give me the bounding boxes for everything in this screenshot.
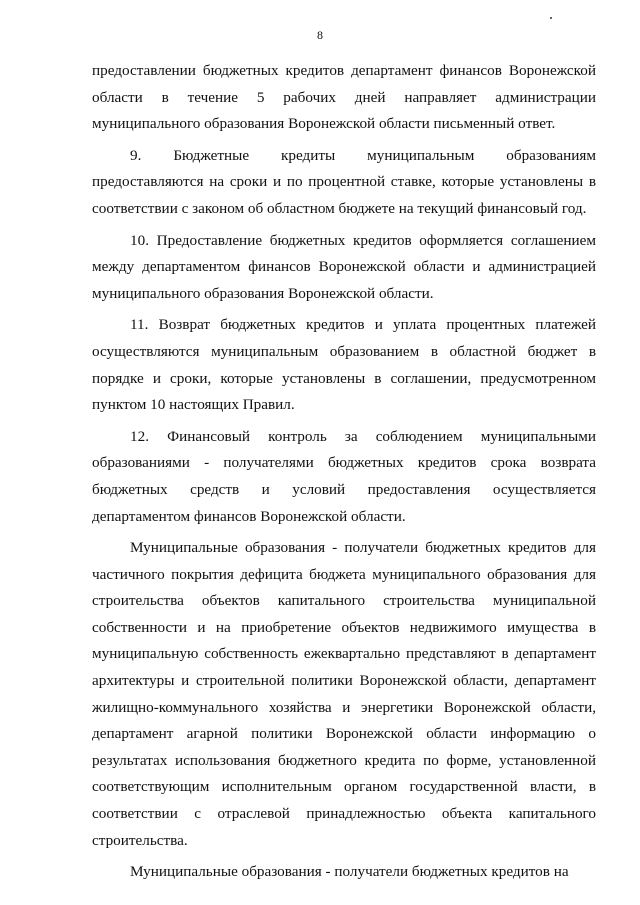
paragraph-item-9: 9. Бюджетные кредиты муниципальным образованиям предоставляются на сроки и по процентной ставке, которые установлены в соответствии с законом об областном бюджете на текущий финансовый год. [92, 146, 596, 217]
paragraph-continuation: предоставлении бюджетных кредитов департамент финансов Воронежской области в течение 5 рабочих дней направляет администрации муниципального образования Воронежской области письменный ответ. [92, 62, 596, 133]
scan-speck [550, 17, 552, 19]
document-body [92, 58, 596, 886]
paragraph-reporting: Муниципальные образования - получатели бюджетных кредитов для частичного покрытия дефицита бюджета муниципального образования для строительства объектов капитального строительства муниципальной собственности и на приобретение объектов недвижимого имущества в муниципальную собственность ежеквартально представляют в департамент архитектуры и строительной политики Воронежской области, департамент жилищно-коммунального хозяйства и энергетики Воронежской области, департамент агарной политики Воронежской области информацию о результатах использования бюджетного кредита по форме, установленной соответствующим исполнительным органом государственной власти, в соответствии с отраслевой принадлежностью объекта капитального строительства. [92, 539, 596, 849]
paragraph-item-10: 10. Предоставление бюджетных кредитов оформляется соглашением между департаментом финансов Воронежской области и администрацией муниципального образования Воронежской области. [92, 231, 596, 302]
paragraph-item-12: 12. Финансовый контроль за соблюдением муниципальными образованиями - получателями бюджетных кредитов срока возврата бюджетных средств и условий предоставления осуществляется департаментом финансов Воронежской области. [92, 427, 596, 525]
paragraph-item-11: 11. Возврат бюджетных кредитов и уплата процентных платежей осуществляются муниципальным образованием в областной бюджет в порядке и сроки, которые установлены в соглашении, предусмотренном пунктом 10 настоящих Правил. [92, 316, 596, 414]
paragraph-last-fragment: Муниципальные образования - получатели бюджетных кредитов на [130, 863, 569, 881]
page-number: 8 [317, 28, 323, 42]
